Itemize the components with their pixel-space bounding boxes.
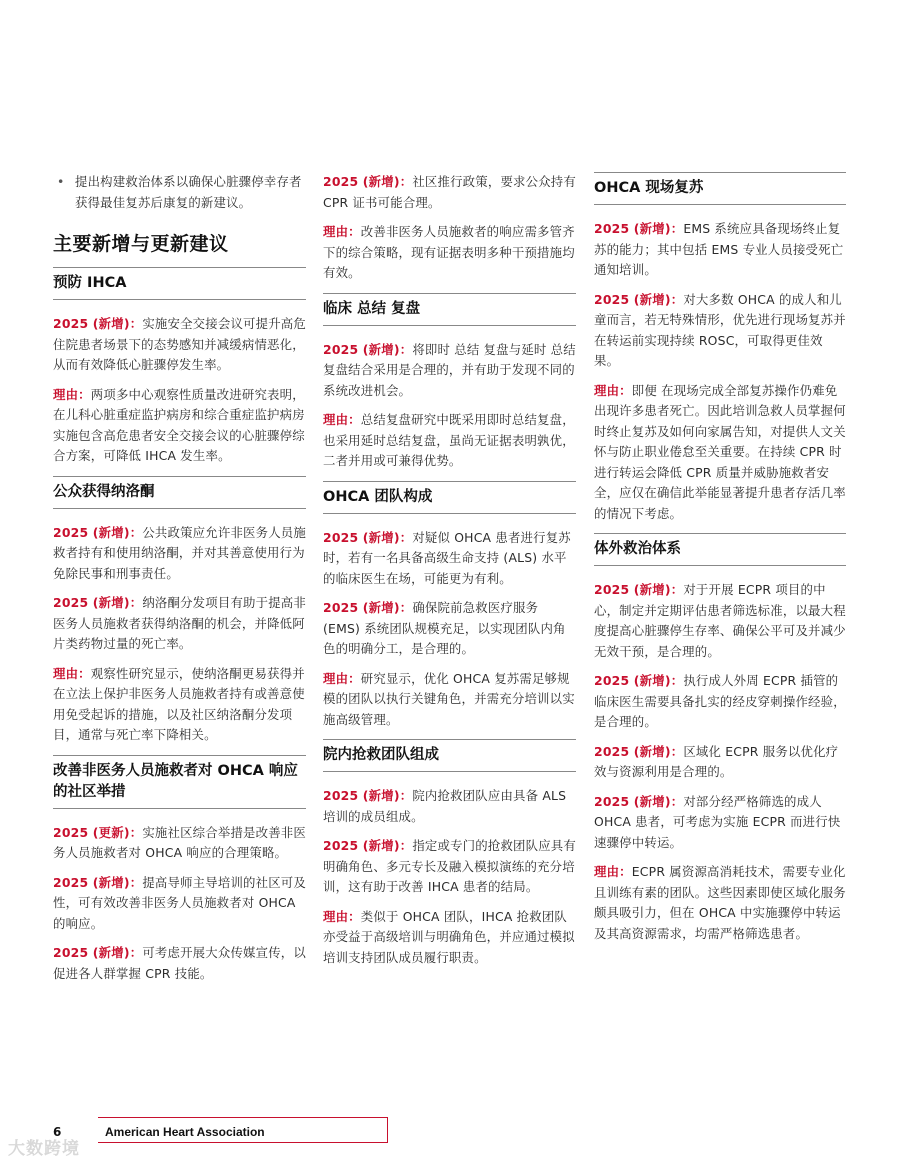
recommendation-text: 可考虑开展大众传媒宣传，以促进各人群掌握 CPR 技能。 <box>53 945 306 981</box>
recommendation-label: 2025 (新增)： <box>53 874 143 890</box>
recommendation-paragraph <box>323 528 576 590</box>
recommendation-paragraph <box>594 219 846 281</box>
recommendation-paragraph <box>53 314 306 376</box>
recommendation-text: 纳洛酮分发项目有助于提高非医务人员施救者获得纳洛酮的机会，并降低阿片类药物过量的死亡率。 <box>53 595 306 651</box>
recommendation-label: 2025 (新增)： <box>594 221 684 236</box>
recommendation-text: 改善非医务人员施救者的响应需多管齐下的综合策略，现有证据表明多种干预措施均有效。 <box>323 224 575 280</box>
recommendation-text: 将即时 总结 复盘与延时 总结 复盘结合采用是合理的，并有助于发现不同的系统改进机会。 <box>323 341 576 398</box>
column-middle <box>323 172 576 977</box>
subsection-heading: 临床 总结 复盘 <box>323 293 576 326</box>
page-number: 6 <box>53 1125 62 1139</box>
recommendation-label: 理由： <box>53 665 91 681</box>
recommendation-text: 确保院前急救医疗服务 (EMS) 系统团队规模充足，以实现团队内角色的明确分工，是合理的。 <box>323 600 566 656</box>
recommendation-paragraph <box>53 873 306 935</box>
recommendation-paragraph <box>594 862 846 944</box>
column-right <box>594 172 846 953</box>
recommendation-label: 2025 (新增)： <box>53 316 143 331</box>
section-title: 主要新增与更新建议 <box>53 233 229 255</box>
recommendation-text: 对部分经严格筛选的成人 OHCA 患者，可考虑为实施 ECPR 而进行快速骤停中转运。 <box>594 793 841 850</box>
subsection-heading: 体外救治体系 <box>594 533 846 566</box>
recommendation-label: 2025 (新增)： <box>323 600 413 615</box>
recommendation-text: 即便 在现场完成全部复苏操作仍难免出现许多患者死亡。因此培训急救人员掌握何时终止复苏及如何向家属告知，对提供人文关怀与防止职业倦怠至关重要。在持续 CPR 时进行转运会降低 CPR 质量并威胁施救者安全，应仅在确信此举能显著提升患者存活几率的情况下考虑。 <box>594 382 846 521</box>
recommendation-label: 2025 (新增)： <box>323 174 413 189</box>
recommendation-text: 观察性研究显示，使纳洛酮更易获得并在立法上保护非医务人员施救者持有或善意使用免受起诉的措施，以及社区纳洛酮分发项目，通常与死亡率下降相关。 <box>53 665 305 742</box>
recommendation-label: 2025 (新增)： <box>53 524 143 540</box>
recommendation-paragraph <box>323 907 576 969</box>
recommendation-label: 理由： <box>594 864 632 879</box>
recommendation-text: 总结复盘研究中既采用即时总结复盘，也采用延时总结复盘，虽尚无证据表明孰优，二者并用或可兼得优势。 <box>323 412 575 468</box>
recommendation-label: 理由： <box>323 670 361 686</box>
recommendation-paragraph <box>53 943 306 984</box>
recommendation-text: 研究显示，优化 OHCA 复苏需足够规模的团队以执行关键角色，并需充分培训以实施高级管理。 <box>323 670 575 727</box>
recommendation-label: 2025 (新增)： <box>323 341 413 357</box>
recommendation-label: 2025 (更新)： <box>53 824 143 840</box>
recommendation-label: 理由： <box>323 224 361 239</box>
recommendation-paragraph <box>53 593 306 655</box>
recommendation-label: 理由： <box>323 908 361 924</box>
recommendation-paragraph <box>323 669 576 731</box>
recommendation-label: 2025 (新增)： <box>594 743 684 759</box>
recommendation-text: 实施社区综合举措是改善非医务人员施救者对 OHCA 响应的合理策略。 <box>53 824 306 860</box>
recommendation-paragraph <box>594 381 846 525</box>
recommendation-paragraph <box>323 172 576 213</box>
recommendation-label: 理由： <box>594 382 632 398</box>
recommendation-text: 区域化 ECPR 服务以优化疗效与资源利用是合理的。 <box>594 743 839 779</box>
recommendation-paragraph <box>594 742 846 783</box>
subsection-heading: 预防 IHCA <box>53 267 306 300</box>
recommendation-paragraph <box>323 598 576 660</box>
recommendation-text: 两项多中心观察性质量改进研究表明，在儿科心脏重症监护病房和综合重症监护病房实施包含高危患者安全交接会议的心脏骤停综合方案，可降低 IHCA 发生率。 <box>53 386 305 463</box>
recommendation-paragraph <box>53 664 306 746</box>
subsection-heading: 院内抢救团队组成 <box>323 739 576 772</box>
subsection-heading: OHCA 现场复苏 <box>594 172 846 205</box>
recommendation-text: ECPR 属资源高消耗技术，需要专业化且训练有素的团队。这些因素即使区域化服务颇具吸引力，但在 OHCA 中实施骤停中转运及其高资源需求，均需严格筛选患者。 <box>594 864 846 941</box>
recommendation-paragraph <box>53 523 306 585</box>
subsection-heading: 改善非医务人员施救者对 OHCA 响应的社区举措 <box>53 755 306 809</box>
recommendation-text: 提高导师主导培训的社区可及性，可有效改善非医务人员施救者对 OHCA 的响应。 <box>53 874 306 931</box>
recommendation-text: 指定或专门的抢救团队应具有明确角色、多元专长及融入模拟演练的充分培训，这有助于改善 IHCA 患者的结局。 <box>323 838 576 894</box>
recommendation-paragraph <box>323 340 576 402</box>
recommendation-paragraph <box>323 786 576 827</box>
recommendation-text: 院内抢救团队应由具备 ALS 培训的成员组成。 <box>323 788 567 824</box>
recommendation-text: 对于开展 ECPR 项目的中心，制定并定期评估患者筛选标准，以最大程度提高心脏骤停生存率、确保公平可及并减少无效干预，是合理的。 <box>594 582 846 659</box>
recommendation-text: 类似于 OHCA 团队，IHCA 抢救团队亦受益于高级培训与明确角色，并应通过模拟培训支持团队成员履行职责。 <box>323 908 575 965</box>
recommendation-text: EMS 系统应具备现场终止复苏的能力；其中包括 EMS 专业人员接受死亡通知培训。 <box>594 221 844 277</box>
recommendation-text: 对大多数 OHCA 的成人和儿童而言，若无特殊情形，优先进行现场复苏并在转运前实现持续 ROSC，可取得更佳效果。 <box>594 291 846 368</box>
recommendation-label: 理由： <box>53 386 91 402</box>
bullet-dot-icon: • <box>57 174 65 189</box>
recommendation-paragraph <box>594 671 846 733</box>
bullet-text: 提出构建救治体系以确保心脏骤停幸存者获得最佳复苏后康复的新建议。 <box>75 174 302 210</box>
recommendation-paragraph <box>323 410 576 472</box>
subsection-heading: OHCA 团队构成 <box>323 481 576 514</box>
column-left <box>53 172 306 993</box>
recommendation-label: 2025 (新增)： <box>323 529 413 545</box>
recommendation-label: 2025 (新增)： <box>594 673 684 688</box>
recommendation-paragraph <box>323 836 576 898</box>
recommendation-label: 2025 (新增)： <box>594 793 684 809</box>
recommendation-text: 公共政策应允许非医务人员施救者持有和使用纳洛酮，并对其善意使用行为免除民事和刑事责任。 <box>53 524 306 581</box>
subsection-heading: 公众获得纳洛酮 <box>53 476 306 509</box>
recommendation-label: 理由： <box>323 412 361 427</box>
recommendation-text: 执行成人外周 ECPR 插管的临床医生需要具备扎实的经皮穿刺操作经验，是合理的。 <box>594 673 846 729</box>
recommendation-paragraph <box>594 792 846 854</box>
recommendation-label: 2025 (新增)： <box>53 595 143 610</box>
recommendation-label: 2025 (新增)： <box>323 788 413 803</box>
recommendation-text: 对疑似 OHCA 患者进行复苏时，若有一名具备高级生命支持 (ALS) 水平的临床医生在场，可能更为有利。 <box>323 529 571 586</box>
recommendation-text: 社区推行政策，要求公众持有 CPR 证书可能合理。 <box>323 174 576 210</box>
watermark: 大数跨境 <box>8 1139 80 1159</box>
recommendation-paragraph <box>594 580 846 662</box>
footer-organization: American Heart Association <box>105 1125 265 1139</box>
recommendation-paragraph <box>53 823 306 864</box>
recommendation-paragraph <box>323 222 576 284</box>
recommendation-paragraph <box>594 290 846 372</box>
bullet-item <box>53 172 306 213</box>
recommendation-label: 2025 (新增)： <box>53 945 143 960</box>
recommendation-label: 2025 (新增)： <box>323 838 413 853</box>
recommendation-label: 2025 (新增)： <box>594 582 684 597</box>
recommendation-paragraph <box>53 385 306 467</box>
recommendation-text: 实施安全交接会议可提升高危住院患者场景下的态势感知并减缓病情恶化，从而有效降低心脏骤停发生率。 <box>53 316 306 372</box>
recommendation-label: 2025 (新增)： <box>594 291 684 307</box>
